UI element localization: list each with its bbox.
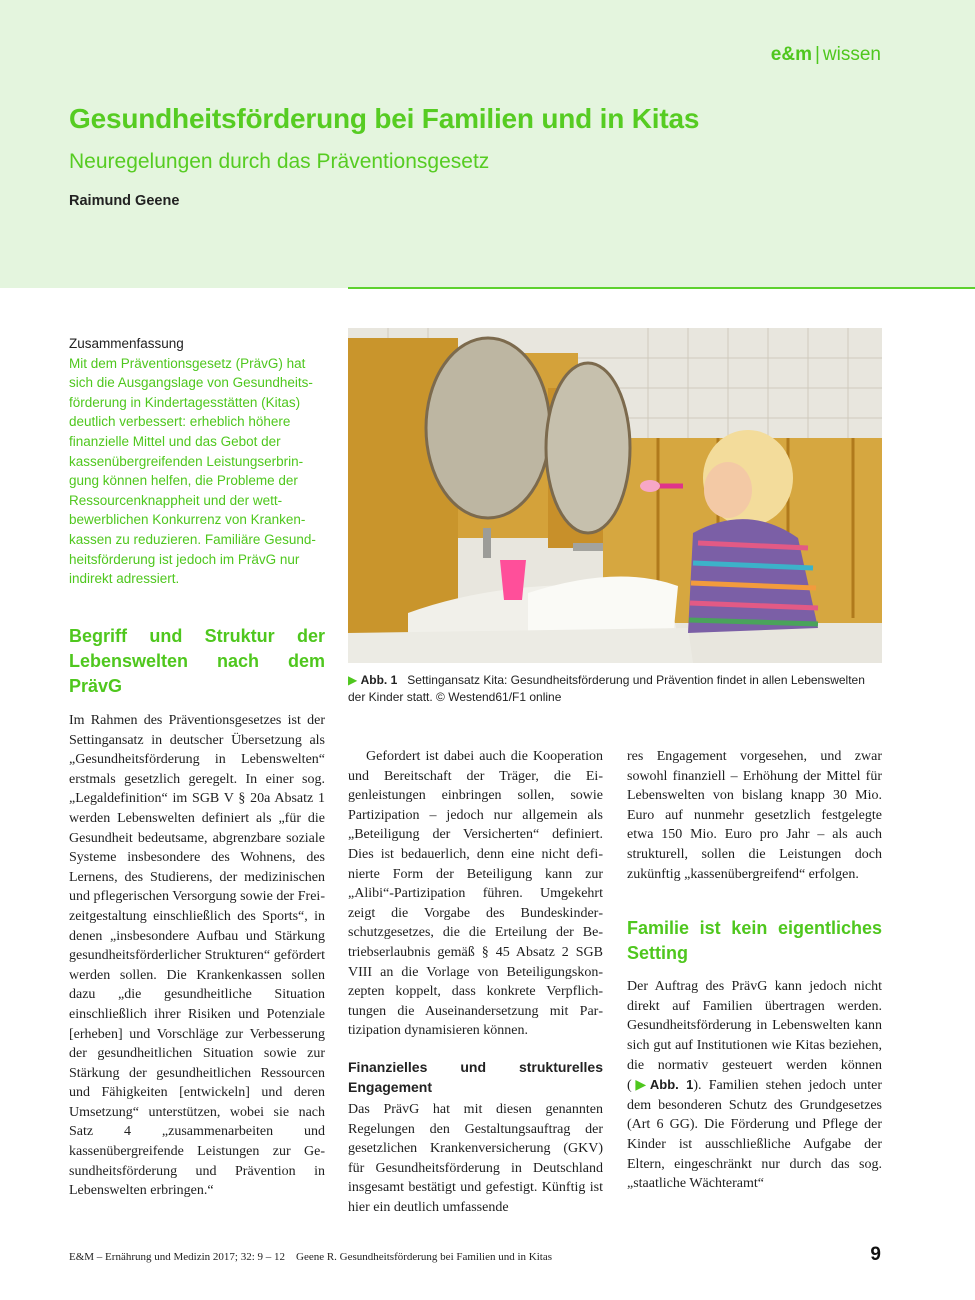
figure-ref-link[interactable]: Abb. 1 — [649, 1077, 694, 1093]
body-text: Der Auftrag des PrävG kann jedoch nicht direkt auf Familien übertragen werden. Gesundheitsförderung in Lebenswelten kann sich gut auf Institutionen wie Kitas beziehen, die normativ gesteuert werden können ( — [627, 979, 882, 1094]
brand-separator: | — [814, 44, 820, 65]
body-paragraph: Das PrävG hat mit diesen genannten Regelungen den Gestaltungsauftrag der gesetzlichen Krankenversicherung (GKV) für Gesundheitsförderung in Deutschland insgesamt bestätigt und gefestigt. Künftig ist hier ein deutlich umfassende — [348, 1101, 603, 1215]
abstract-text: Mit dem Präventionsgesetz (PrävG) hat sich die Ausgangslage von Gesundheitsförderung in Kindertagesstätten (Kitas) deutlich verbessert: erheblich höhere finanzielle Mittel und das Gebot der kassenübergreifenden Leistungserbringung können helfen, die Probleme der Ressourcenknappheit und der wettbewerblichen Konkurrenz von Krankenkassen zu reduzieren. Familiäre Gesundheitsförderung ist jedoch im PrävG nur indirekt adressiert. — [69, 355, 316, 587]
journal-brand — [771, 44, 881, 66]
figure-ref-marker-icon: ▶ — [631, 1078, 650, 1094]
footer-citation: E&M – Ernährung und Medizin 2017; 32: 9 – 12 Geene R. Gesundheitsförderung bei Familien und in Kitas — [69, 1251, 553, 1263]
body-paragraph — [627, 977, 882, 1194]
section-heading-familie: Familie ist kein eigentliches Setting — [627, 918, 882, 964]
body-paragraph: Gefordert ist dabei auch die Kooperation und Bereitschaft der Träger, die Eigenleistungen einbringen sollen, sowie Partizipation – jedoch nur allgemein als „Beteiligung der Versicherten“ definiert. Dies ist bedauerlich, denn eine nicht definierte Form der Beteiligung kann zur „Alibi“-Partizipation führen. Umgekehrt zeigt die Vorgabe des Bundeskinderschutzgesetzes, die die Erteilung der Betriebserlaubnis gemäß § 45 Absatz 2 SGB VIII an die Vorlage von Beteiligungskonzepten koppelt, dass konkrete Verpflichtungen die Auseinandersetzung mit Partizipation dynamisieren können. — [348, 749, 603, 1039]
header-divider — [348, 287, 975, 289]
brand-section: wissen — [822, 44, 881, 65]
body-paragraph: res Engagement vorgesehen, und zwar sowohl finanziell – Erhöhung der Mittel für Lebenswelten von bislang knapp 30 Mio. Euro auf nunmehr gesetzlich festgelegte etwa 150 Mio. Euro pro Jahr – als auch strukturell, sollen die Leistungen doch zukünftig „kassenübergreifend“ erfolgen. — [627, 749, 882, 882]
abstract-heading: Zusammenfassung — [69, 336, 184, 351]
page-number: 9 — [870, 1244, 881, 1265]
body-paragraph: Im Rahmen des Präventionsgesetzes ist der Settingansatz in deutscher Übersetzung als „Gesundheitsförderung in Lebenswelten“ erstmals gesetzlich geregelt. In einer sog. „Legaldefinition“ im SGB V § 20a Absatz 1 werden Lebenswelten definiert als „für die Gesundheit bedeutsame, abgrenzbare soziale Systeme insbesondere des Wohnens, des Lernens, des Studierens, der medizinischen und pflegerischen Versorgung sowie der Freizeitgestaltung einschließlich des Sports“, in denen „insbesondere Aufbau und Stärkung gesundheitsförderlicher Strukturen“ gefördert werden sollen. Die Krankenkassen sollen dazu „die gesundheitliche Situation einschließlich ihrer Risiken und Potenziale [erheben] und Vorschläge zur Verbesserung der gesundheitlichen Situation sowie zur Stärkung der gesundheitlichen Ressourcen und Fähigkeiten [entwickeln] und deren Umsetzung“ unterstützen, wobei sie nach Satz 4 „zusammenarbeiten und kassenübergreifende Leistungen zur Gesundheitsförderung und Prävention in Lebenswelten erbringen.“ — [69, 713, 325, 1199]
column-1 — [69, 624, 325, 1201]
subheading-finanzielles: Finanzielles und strukturelles Engagement — [348, 1058, 603, 1095]
column-3 — [627, 747, 882, 1194]
author-name: Raimund Geene — [69, 193, 180, 209]
kita-washroom-illustration — [348, 328, 882, 663]
caption-text: Settingansatz Kita: Gesundheitsförderung und Prävention findet in allen Lebenswelten der Kinder statt. © Westend61/F1 online — [348, 673, 865, 704]
article-subtitle: Neuregelungen durch das Präventionsgesetz — [69, 150, 490, 173]
figure-label: Abb. 1 — [360, 673, 398, 687]
caption-marker-icon: ▶ — [348, 673, 358, 687]
article-title: Gesundheitsförderung bei Familien und in Kitas — [69, 103, 700, 134]
figure-photo — [348, 328, 882, 663]
section-heading-lebenswelten: Begriff und Struktur der Lebenswelten nach dem PrävG — [69, 626, 325, 696]
body-text: ). Familien stehen jedoch unter dem besonderen Schutz des Grundgesetzes (Art 6 GG). Die Förderung und Pflege der Kinder ist ausschließliche Aufgabe der Eltern, eingeschränkt nur durch das sog. „staatliche Wächteramt“ — [627, 1078, 882, 1192]
brand-em: e&m — [770, 44, 812, 65]
figure-caption — [348, 672, 882, 706]
abstract — [69, 334, 319, 589]
column-2 — [348, 747, 603, 1217]
